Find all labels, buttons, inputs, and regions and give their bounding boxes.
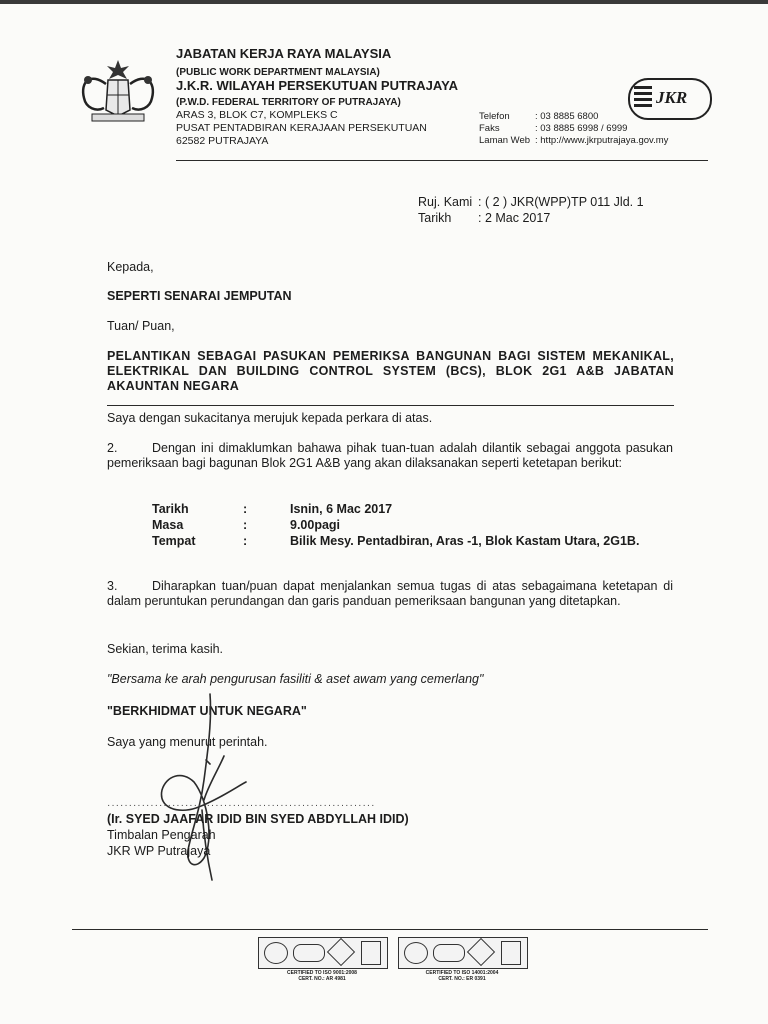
detail-label-time: Masa [152, 518, 184, 532]
certification-badge-2 [398, 937, 528, 969]
website-label: Laman Web [479, 135, 531, 146]
address-line-3: 62582 PUTRAJAYA [176, 135, 269, 147]
detail-label-venue: Tempat [152, 534, 196, 548]
scan-top-edge [0, 0, 768, 4]
signatory-title: Timbalan Pengarah [107, 828, 216, 842]
iqnet-icon [433, 944, 465, 962]
ukas-icon [361, 941, 381, 965]
detail-value-time: 9.00pagi [290, 518, 341, 532]
detail-label-date: Tarikh [152, 502, 189, 516]
phone-label: Telefon [479, 111, 510, 122]
paragraph-3-number: 3. [107, 579, 118, 593]
motto: "Bersama ke arah pengurusan fasiliti & aset awam yang cemerlang" [107, 672, 484, 686]
recipient: SEPERTI SENARAI JEMPUTAN [107, 289, 292, 303]
org-name: JABATAN KERJA RAYA MALAYSIA [176, 46, 392, 61]
header-divider [176, 160, 708, 161]
branch-name-en: (P.W.D. FEDERAL TERRITORY OF PUTRAJAYA) [176, 97, 401, 108]
quality-mark-icon [327, 938, 355, 966]
ref-value: : ( 2 ) JKR(WPP)TP 011 Jld. 1 [478, 195, 644, 209]
fax-value: : 03 8885 6998 / 6999 [535, 123, 628, 134]
detail-sep-date: : [243, 502, 248, 516]
cert-1-number: CERT. NO.: AR 4981 [298, 976, 346, 982]
paragraph-2-number: 2. [107, 441, 118, 455]
sirim-icon [264, 942, 288, 964]
jkr-logo-text: JKR [656, 88, 688, 107]
salutation: Tuan/ Puan, [107, 319, 175, 333]
address-line-1: ARAS 3, BLOK C7, KOMPLEKS C [176, 109, 338, 121]
detail-sep-time: : [243, 518, 248, 532]
detail-value-venue: Bilik Mesy. Pentadbiran, Aras -1, Blok Kastam Utara, 2G1B. [290, 534, 640, 548]
phone-value: : 03 8885 6800 [535, 111, 599, 122]
signature-icon [148, 690, 258, 890]
fax-label: Faks [479, 123, 500, 134]
address-line-2: PUSAT PENTADBIRAN KERAJAAN PERSEKUTUAN [176, 122, 427, 134]
signature-line: ······························································ [107, 800, 376, 811]
signatory-office: JKR WP Putrajaya [107, 844, 211, 858]
cert-1-standard: CERTIFIED TO ISO 9001:2008 [287, 970, 357, 976]
cert-2-standard: CERTIFIED TO ISO 14001:2004 [425, 970, 499, 976]
paragraph-1: Saya dengan sukacitanya merujuk kepada perkara di atas. [107, 411, 433, 425]
detail-sep-venue: : [243, 534, 248, 548]
branch-name: J.K.R. WILAYAH PERSEKUTUAN PUTRAJAYA [176, 78, 458, 93]
certification-badge-1 [258, 937, 388, 969]
paragraph-3: Diharapkan tuan/puan dapat menjalankan semua tugas di atas sebagaimana ketetapan di dalam peruntukan perundangan dan garis panduan pemeriksaan bangunan yang ditetapkan. [107, 579, 673, 608]
footer-divider [72, 929, 708, 930]
date-label: Tarikh [418, 211, 452, 225]
paragraph-2: Dengan ini dimaklumkan bahawa pihak tuan-tuan adalah dilantik sebagai anggota pasukan pemeriksaan bagi bagunan Blok 2G1 A&B yang akan dilaksanakan seperti ketetapan berikut: [107, 441, 673, 470]
subject-underline [107, 405, 674, 406]
kepada-label: Kepada, [107, 260, 154, 274]
website-link[interactable]: : http://www.jkrputrajaya.gov.my [535, 135, 669, 146]
slogan: "BERKHIDMAT UNTUK NEGARA" [107, 704, 307, 718]
quality-mark-icon [467, 938, 495, 966]
ref-label: Ruj. Kami [418, 195, 473, 209]
order-line: Saya yang menurut perintah. [107, 735, 268, 749]
subject-heading: PELANTIKAN SEBAGAI PASUKAN PEMERIKSA BANGUNAN BAGI SISTEM MEKANIKAL, ELEKTRIKAL DAN BUILDING CONTROL SYSTEM (BCS), BLOK 2G1 A&B JABATAN AKAUNTAN NEGARA [107, 349, 674, 393]
sirim-icon [404, 942, 428, 964]
iqnet-icon [293, 944, 325, 962]
org-name-en: (PUBLIC WORK DEPARTMENT MALAYSIA) [176, 67, 380, 78]
date-value: : 2 Mac 2017 [478, 211, 551, 225]
jkr-logo-icon [628, 78, 712, 120]
detail-value-date: Isnin, 6 Mac 2017 [290, 502, 393, 516]
closing: Sekian, terima kasih. [107, 642, 224, 656]
cert-2-number: CERT. NO.: ER 0391 [438, 976, 486, 982]
signatory-name: (Ir. SYED JAAFAR IDID BIN SYED ABDYLLAH IDID) [107, 812, 409, 826]
ukas-icon [501, 941, 521, 965]
coat-of-arms-icon [70, 58, 166, 124]
